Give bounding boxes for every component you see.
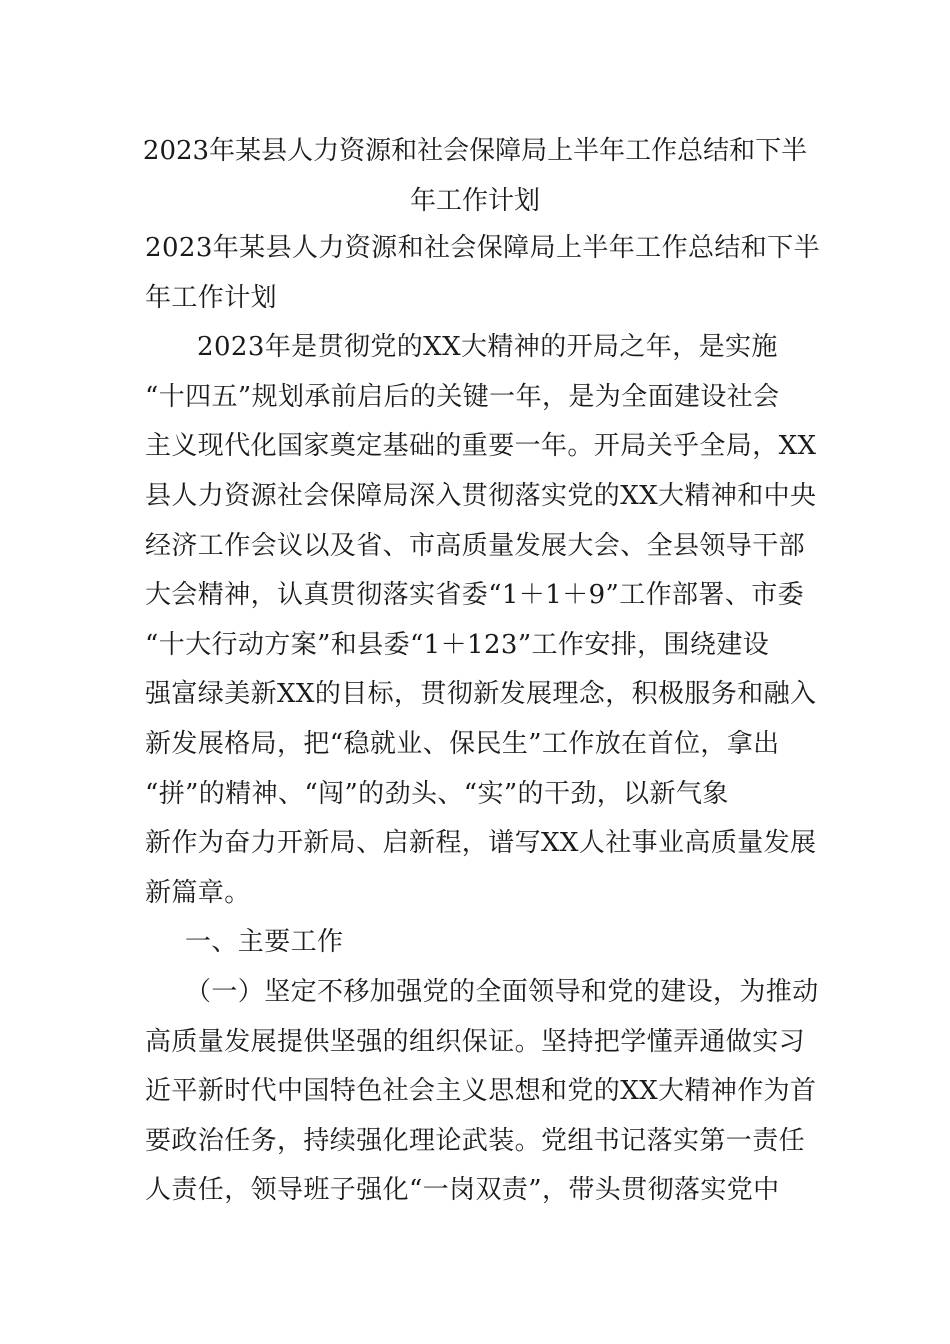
paragraph-line: （一）坚定不移加强党的全面领导和党的建设，为推动	[185, 976, 819, 1007]
paragraph-line: 县人力资源社会保障局深入贯彻落实党的XX大精神和中央	[145, 480, 817, 511]
heading-line-2: 年工作计划	[145, 282, 278, 313]
paragraph-line: 主义现代化国家奠定基础的重要一年。开局关乎全局，XX	[145, 431, 817, 462]
title-line-2: 年工作计划	[409, 186, 540, 216]
paragraph-line: 人责任，领导班子强化“一岗双责”，带头贯彻落实党中	[145, 1175, 780, 1206]
paragraph-line: “拼”的精神、“闯”的劲头、“实”的干劲，以新气象	[145, 778, 729, 809]
paragraph-line: 新作为奋力开新局、启新程，谱写XX人社事业高质量发展	[145, 828, 817, 859]
paragraph-line: 经济工作会议以及省、市高质量发展大会、全县领导干部	[145, 530, 806, 561]
document-body	[145, 224, 820, 1216]
document-title	[120, 126, 830, 226]
paragraph-line: “十四五”规划承前启后的关键一年，是为全面建设社会	[145, 381, 780, 412]
paragraph-line: 大会精神，认真贯彻落实省委“1＋1＋9”工作部署、市委	[145, 580, 805, 611]
paragraph-line: 新发展格局，把“稳就业、保民生”工作放在首位，拿出	[145, 728, 780, 759]
paragraph-line: 2023年是贯彻党的XX大精神的开局之年，是实施	[197, 332, 778, 363]
paragraph-line: 要政治任务，持续强化理论武装。党组书记落实第一责任	[145, 1125, 806, 1156]
paragraph-line: 强富绿美新XX的目标，贯彻新发展理念，积极服务和融入	[145, 679, 817, 710]
section-heading: 一、主要工作	[185, 927, 344, 958]
paragraph-line: “十大行动方案”和县委“1＋123”工作安排，围绕建设	[145, 629, 770, 660]
heading-line-1: 2023年某县人力资源和社会保障局上半年工作总结和下半	[145, 233, 820, 263]
paragraph-line: 近平新时代中国特色社会主义思想和党的XX大精神作为首	[145, 1076, 817, 1107]
paragraph-line: 高质量发展提供坚强的组织保证。坚持把学懂弄通做实习	[145, 1026, 806, 1057]
title-line-1: 2023年某县人力资源和社会保障局上半年工作总结和下半	[142, 136, 808, 166]
paragraph-line: 新篇章。	[145, 877, 251, 908]
